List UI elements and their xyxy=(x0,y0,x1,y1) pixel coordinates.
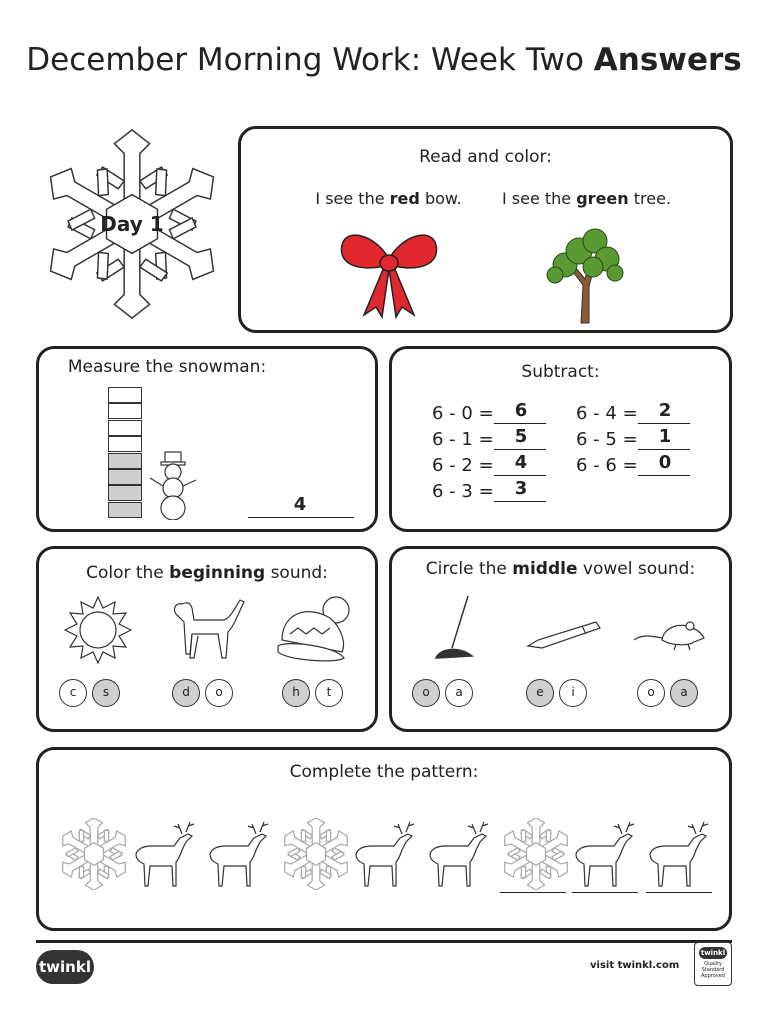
measure-line xyxy=(248,517,354,518)
read-color-panel xyxy=(238,126,733,333)
snowflake-icon xyxy=(280,818,352,890)
equation: 6 - 6 = xyxy=(576,455,638,476)
footer-divider xyxy=(36,940,732,943)
letter-choice[interactable]: o xyxy=(637,679,665,707)
pattern-answer-line xyxy=(646,892,712,893)
middle-title: Circle the middle vowel sound: xyxy=(425,559,696,579)
letter-choice[interactable]: a xyxy=(445,679,473,707)
tree-icon xyxy=(543,225,627,325)
rat-icon xyxy=(632,614,706,654)
beginning-title: Color the beginning sound: xyxy=(86,563,328,583)
answer-line xyxy=(494,449,546,450)
letter-choice[interactable]: c xyxy=(59,679,87,707)
reindeer-icon xyxy=(570,818,642,890)
answer-line xyxy=(638,449,690,450)
letter-choice[interactable]: e xyxy=(526,679,554,707)
measure-block xyxy=(108,469,142,485)
bow-icon xyxy=(336,225,442,321)
pattern-answer-line xyxy=(500,892,566,893)
answer-line xyxy=(494,475,546,476)
equation-answer: 5 xyxy=(514,426,528,447)
hat-icon xyxy=(276,594,354,664)
measure-panel xyxy=(36,346,378,532)
snowflake-icon xyxy=(58,818,130,890)
letter-choice[interactable]: i xyxy=(559,679,587,707)
equation-answer: 2 xyxy=(658,400,672,421)
reindeer-icon xyxy=(350,818,422,890)
equation: 6 - 5 = xyxy=(576,429,638,450)
sentence-red: I see the red bow. xyxy=(315,189,462,208)
letter-choice[interactable]: o xyxy=(205,679,233,707)
reindeer-icon xyxy=(130,818,202,890)
day-label: Day 1 xyxy=(100,212,164,236)
sun-icon xyxy=(64,596,132,664)
letter-choice[interactable]: t xyxy=(315,679,343,707)
reindeer-icon xyxy=(204,818,276,890)
measure-answer: 4 xyxy=(293,494,307,515)
read-color-title: Read and color: xyxy=(419,147,552,167)
measure-block xyxy=(108,502,142,518)
mop-icon xyxy=(430,594,480,664)
badge-text: Quality Standard Approved xyxy=(701,961,725,979)
answer-line xyxy=(494,501,546,502)
pattern-title: Complete the pattern: xyxy=(289,762,479,782)
equation: 6 - 1 = xyxy=(432,429,494,450)
letter-choice[interactable]: h xyxy=(282,679,310,707)
snowman-icon xyxy=(146,450,200,520)
pen-icon xyxy=(526,618,604,650)
measure-block xyxy=(108,403,142,419)
reindeer-icon xyxy=(424,818,496,890)
equation: 6 - 3 = xyxy=(432,481,494,502)
equation-answer: 6 xyxy=(514,400,528,421)
measure-block xyxy=(108,485,142,501)
measure-block xyxy=(108,387,142,403)
snowflake-icon xyxy=(500,818,572,890)
equation-answer: 0 xyxy=(658,452,672,473)
letter-choice[interactable]: s xyxy=(92,679,120,707)
page-title: December Morning Work: Week Two Answers xyxy=(26,42,742,78)
answer-line xyxy=(638,475,690,476)
letter-choice[interactable]: o xyxy=(412,679,440,707)
twinkl-logo: twinkl xyxy=(36,950,94,984)
answer-line xyxy=(494,423,546,424)
answer-line xyxy=(638,423,690,424)
sentence-green: I see the green tree. xyxy=(501,189,672,208)
equation: 6 - 4 = xyxy=(576,403,638,424)
measure-block xyxy=(108,420,142,436)
badge-logo: twinkl xyxy=(700,949,726,957)
equation: 6 - 0 = xyxy=(432,403,494,424)
equation: 6 - 2 = xyxy=(432,455,494,476)
letter-choice[interactable]: d xyxy=(172,679,200,707)
reindeer-icon xyxy=(644,818,716,890)
letter-choice[interactable]: a xyxy=(670,679,698,707)
quality-badge xyxy=(694,942,732,986)
equation-answer: 3 xyxy=(514,478,528,499)
equation-answer: 4 xyxy=(514,452,528,473)
measure-block xyxy=(108,453,142,469)
measure-block xyxy=(108,436,142,452)
equation-answer: 1 xyxy=(658,426,672,447)
measure-title: Measure the snowman: xyxy=(67,357,267,377)
dog-icon xyxy=(168,594,250,664)
visit-link[interactable]: visit twinkl.com xyxy=(590,960,680,971)
subtract-title: Subtract: xyxy=(521,362,600,382)
pattern-answer-line xyxy=(572,892,638,893)
